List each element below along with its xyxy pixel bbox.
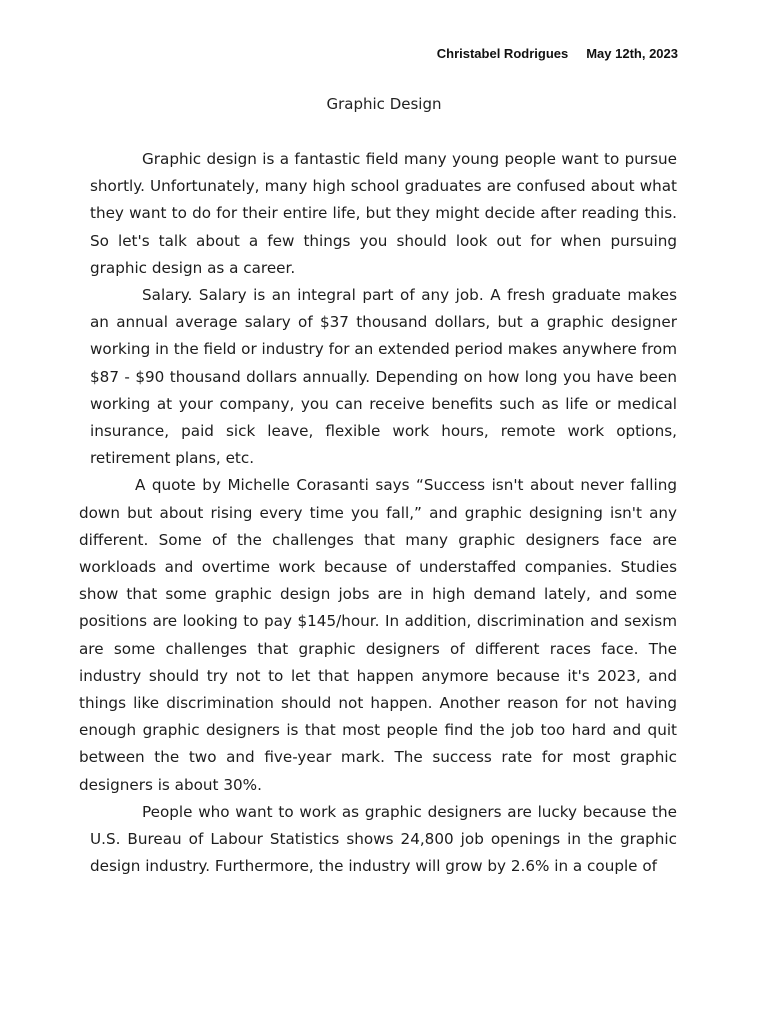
paragraph-job-outlook: People who want to work as graphic designers are lucky because the U.S. Bureau of Labour Statistics shows 24,800 job openings in the graphic design industry. Furthermore, the industry will grow by 2.6% in a couple of (90, 802, 677, 876)
document-title: Graphic Design (326, 95, 442, 113)
paragraph-challenges: A quote by Michelle Corasanti says “Success isn't about never falling down but about rising every time you fall,” and graphic designing isn't any different. Some of the challenges that many graphic designers face are workloads and overtime work because of understaffed companies. Studies show that some graphic design jobs are in high demand lately, and some positions are looking to pay $145/hour. In addition, discrimination and sexism are some challenges that graphic designers of different races face. The industry should try not to let that happen anymore because it's 2023, and things like discrimination should not happen. Another reason for not having enough graphic designers is that most people find the job too hard and quit between the two and five-year mark. The success rate for most graphic designers is about 30%. (79, 476, 677, 794)
document-header (437, 46, 678, 61)
document-date: May 12th, 2023 (586, 46, 678, 61)
paragraph-intro: Graphic design is a fantastic field many young people want to pursue shortly. Unfortunately, many high school graduates are confused about what they want to do for their entire life, but they might decide after reading this. So let's talk about a few things you should look out for when pursuing graphic design as a career. (90, 150, 677, 277)
paragraph-salary: Salary. Salary is an integral part of any job. A fresh graduate makes an annual average salary of $37 thousand dollars, but a graphic designer working in the field or industry for an extended period makes anywhere from $87 - $90 thousand dollars annually. Depending on how long you have been working at your company, you can receive benefits such as life or medical insurance, paid sick leave, flexible work hours, remote work options, retirement plans, etc. (90, 286, 677, 468)
document-body (0, 146, 768, 880)
author-name: Christabel Rodrigues (436, 46, 569, 61)
